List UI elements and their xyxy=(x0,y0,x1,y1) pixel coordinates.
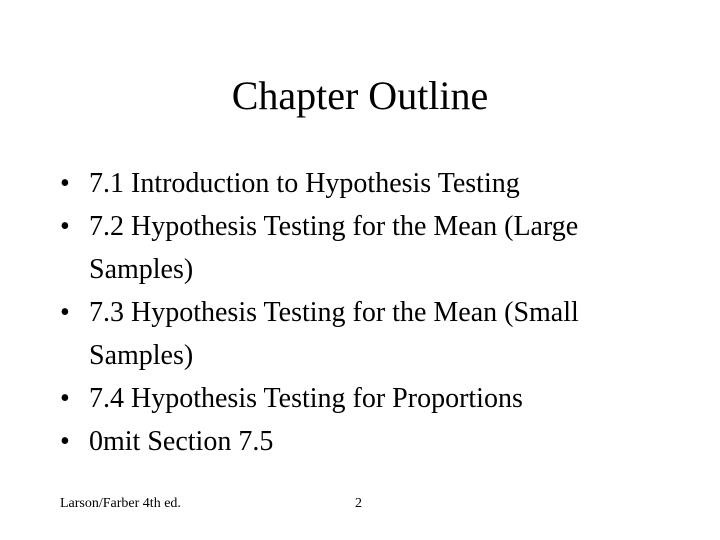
bullet-text xyxy=(89,205,700,291)
bullet-dot-icon: • xyxy=(60,297,70,328)
bullet-item xyxy=(60,377,700,420)
bullet-line: Samples) xyxy=(89,340,194,371)
bullet-dot-icon: • xyxy=(60,426,70,457)
slide-title: Chapter Outline xyxy=(231,73,489,118)
bullet-list xyxy=(60,162,700,463)
bullet-line: 7.2 Hypothesis Testing for the Mean (Large xyxy=(89,211,579,242)
bullet-dot-icon: • xyxy=(60,383,70,414)
bullet-item xyxy=(60,291,700,377)
page-number: 2 xyxy=(355,496,362,511)
bullet-text xyxy=(89,162,700,205)
bullet-text xyxy=(89,377,700,420)
bullet-item xyxy=(60,420,700,463)
bullet-line: Samples) xyxy=(89,254,194,285)
bullet-text xyxy=(89,291,700,377)
bullet-dot-icon: • xyxy=(60,211,70,242)
bullet-line: 0mit Section 7.5 xyxy=(89,426,274,457)
bullet-item xyxy=(60,205,700,291)
bullet-line: 7.3 Hypothesis Testing for the Mean (Small xyxy=(89,297,579,328)
bullet-line: 7.1 Introduction to Hypothesis Testing xyxy=(89,168,520,199)
footer-citation: Larson/Farber 4th ed. xyxy=(60,496,181,511)
bullet-text xyxy=(89,420,700,463)
bullet-dot-icon: • xyxy=(60,168,70,199)
bullet-item xyxy=(60,162,700,205)
bullet-line: 7.4 Hypothesis Testing for Proportions xyxy=(89,383,523,414)
